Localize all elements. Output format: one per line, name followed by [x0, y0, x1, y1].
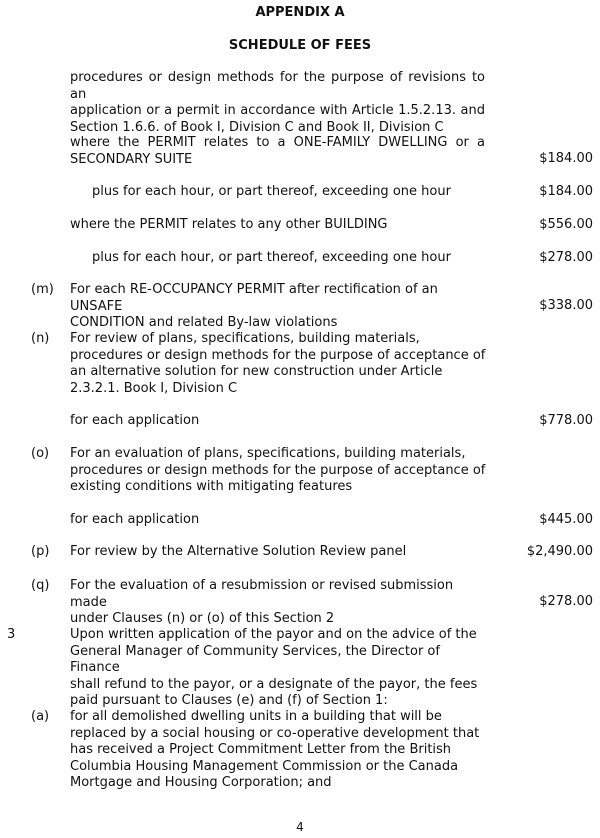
- clause-q-line-2: under Clauses (n) or (o) of this Section 2: [70, 611, 335, 626]
- plus-hour-amount-2: $278.00: [539, 250, 593, 265]
- other-building-amount: $556.00: [539, 217, 593, 232]
- one-family-fee-text: [70, 135, 485, 168]
- clause-m-line-2: CONDITION and related By-law violations: [70, 315, 338, 330]
- clause-o-line-3: existing conditions with mitigating features: [70, 479, 353, 494]
- clause-a-label: (a): [31, 709, 50, 724]
- clause-q-text: [70, 578, 490, 628]
- clause-o-label: (o): [31, 446, 50, 461]
- clause-o-text: [70, 446, 490, 496]
- clause-o-line-1: For an evaluation of plans, specifications, building materials,: [70, 446, 466, 461]
- appendix-title: APPENDIX A: [255, 5, 345, 20]
- other-building-text: where the PERMIT relates to any other BUILDING: [70, 217, 388, 232]
- clause-q-line-1: For the evaluation of a resubmission or revised submission made: [70, 578, 454, 610]
- clause-m-amount: $338.00: [539, 298, 593, 313]
- section-3-line-2: General Manager of Community Services, the Director of Finance: [70, 643, 440, 675]
- clause-n-line-3: an alternative solution for new construction under Article: [70, 364, 443, 379]
- one-family-line-1: where the PERMIT relates to a ONE-FAMILY DWELLING or a: [70, 135, 485, 150]
- section-3-label: 3: [7, 627, 16, 642]
- page-number: 4: [296, 820, 304, 834]
- clause-n-line-2: procedures or design methods for the purpose of acceptance of: [70, 347, 486, 363]
- clause-o-each: for each application: [70, 512, 200, 527]
- clause-m-line-1: For each RE-OCCUPANCY PERMIT after rectification of an UNSAFE: [70, 282, 438, 314]
- continued-line-2: application or a permit in accordance with Article 1.5.2.13. and: [70, 103, 485, 118]
- clause-o-amount: $445.00: [539, 512, 593, 527]
- continued-clause: [70, 70, 485, 136]
- clause-a-text: [70, 709, 490, 792]
- clause-a-line-4: Columbia Housing Management Commission or the Canada: [70, 758, 459, 774]
- clause-p-amount: $2,490.00: [526, 544, 593, 559]
- clause-a-line-1: for all demolished dwelling units in a building that will be: [70, 709, 442, 724]
- clause-n-line-1: For review of plans, specifications, building materials,: [70, 331, 420, 346]
- continued-line-1: procedures or design methods for the purpose of revisions to an: [70, 70, 485, 102]
- clause-n-line-4: 2.3.2.1. Book I, Division C: [70, 380, 238, 396]
- clause-n-text: [70, 331, 490, 397]
- clause-q-amount: $278.00: [539, 594, 593, 609]
- section-3-line-4: paid pursuant to Clauses (e) and (f) of Section 1:: [70, 693, 388, 708]
- clause-p-label: (p): [31, 544, 50, 559]
- plus-hour-amount-1: $184.00: [539, 184, 593, 199]
- clause-m-label: (m): [31, 282, 54, 297]
- section-3-line-1: Upon written application of the payor and on the advice of the: [70, 627, 477, 642]
- clause-n-label: (n): [31, 331, 50, 346]
- clause-a-line-5: Mortgage and Housing Corporation; and: [70, 775, 332, 790]
- plus-hour-text-1: plus for each hour, or part thereof, exceeding one hour: [92, 184, 451, 199]
- schedule-title: SCHEDULE OF FEES: [228, 38, 372, 53]
- clause-p-text: For review by the Alternative Solution Review panel: [70, 544, 407, 559]
- one-family-line-2: SECONDARY SUITE: [70, 151, 193, 167]
- section-3-line-3: shall refund to the payor, or a designate of the payor, the fees: [70, 676, 478, 692]
- clause-o-line-2: procedures or design methods for the purpose of acceptance of: [70, 462, 486, 478]
- continued-line-3: Section 1.6.6. of Book I, Division C and Book II, Division C: [70, 119, 444, 135]
- plus-hour-text-2: plus for each hour, or part thereof, exceeding one hour: [92, 250, 451, 265]
- clause-m-text: [70, 282, 490, 332]
- clause-a-line-2: replaced by a social housing or co-operative development that: [70, 725, 480, 741]
- clause-n-amount: $778.00: [539, 413, 593, 428]
- one-family-fee-amount: $184.00: [539, 151, 593, 166]
- clause-n-each: for each application: [70, 413, 200, 428]
- section-3-text: [70, 627, 490, 710]
- clause-q-label: (q): [31, 578, 50, 593]
- clause-a-line-3: has received a Project Commitment Letter from the British: [70, 742, 452, 757]
